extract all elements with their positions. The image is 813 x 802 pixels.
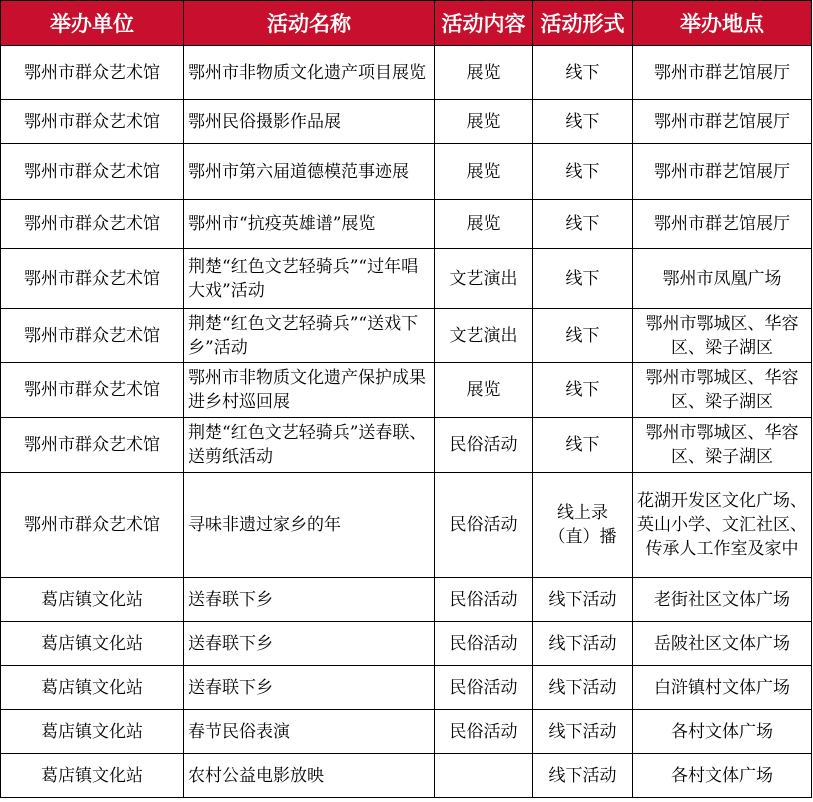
- cell-content: 文艺演出: [435, 309, 533, 363]
- table-row: [1, 363, 812, 418]
- table-row: [1, 578, 812, 622]
- cell-format: 线上录（直）播: [533, 473, 633, 578]
- cell-organizer: 鄂州市群众艺术馆: [1, 309, 184, 363]
- cell-venue: 鄂州市群艺馆展厅: [633, 144, 812, 200]
- cell-event-name: 荆楚“红色文艺轻骑兵”“送戏下乡”活动: [184, 309, 435, 363]
- cell-format: 线下: [533, 100, 633, 144]
- cell-venue: 鄂州市凤凰广场: [633, 249, 812, 309]
- cell-content: 展览: [435, 144, 533, 200]
- cell-organizer: 葛店镇文化站: [1, 710, 184, 754]
- table-row: [1, 666, 812, 710]
- cell-organizer: 鄂州市群众艺术馆: [1, 100, 184, 144]
- header-content: 活动内容: [435, 1, 533, 46]
- cell-content: 民俗活动: [435, 418, 533, 473]
- header-organizer: 举办单位: [1, 1, 184, 46]
- cell-venue: 岳陂社区文体广场: [633, 622, 812, 666]
- cell-venue: 各村文体广场: [633, 754, 812, 798]
- cell-organizer: 鄂州市群众艺术馆: [1, 249, 184, 309]
- cell-event-name: 荆楚“红色文艺轻骑兵”送春联、送剪纸活动: [184, 418, 435, 473]
- header-row: [1, 1, 812, 46]
- cell-format: 线下活动: [533, 710, 633, 754]
- cell-content: 民俗活动: [435, 666, 533, 710]
- table-row: [1, 754, 812, 798]
- cell-venue: 各村文体广场: [633, 710, 812, 754]
- header-format: 活动形式: [533, 1, 633, 46]
- cell-event-name: 送春联下乡: [184, 578, 435, 622]
- header-event-name: 活动名称: [184, 1, 435, 46]
- cell-event-name: 荆楚“红色文艺轻骑兵”“过年唱大戏”活动: [184, 249, 435, 309]
- table-row: [1, 473, 812, 578]
- table-row: [1, 710, 812, 754]
- header-venue: 举办地点: [633, 1, 812, 46]
- cell-event-name: 寻味非遗过家乡的年: [184, 473, 435, 578]
- cell-content: 民俗活动: [435, 473, 533, 578]
- cell-event-name: 鄂州市非物质文化遗产项目展览: [184, 46, 435, 100]
- cell-event-name: 农村公益电影放映: [184, 754, 435, 798]
- table-row: [1, 100, 812, 144]
- table-row: [1, 418, 812, 473]
- cell-venue: 鄂州市鄂城区、华容区、梁子湖区: [633, 418, 812, 473]
- cell-content: 民俗活动: [435, 578, 533, 622]
- cell-event-name: 鄂州市“抗疫英雄谱”展览: [184, 200, 435, 249]
- cell-organizer: 葛店镇文化站: [1, 666, 184, 710]
- cell-format: 线下: [533, 46, 633, 100]
- cell-venue: 鄂州市群艺馆展厅: [633, 46, 812, 100]
- cell-content: 展览: [435, 200, 533, 249]
- cell-content: 展览: [435, 100, 533, 144]
- table-row: [1, 622, 812, 666]
- table-row: [1, 46, 812, 100]
- cell-venue: 鄂州市群艺馆展厅: [633, 100, 812, 144]
- cell-venue: 鄂州市鄂城区、华容区、梁子湖区: [633, 363, 812, 418]
- cell-content: 民俗活动: [435, 622, 533, 666]
- cell-content: 展览: [435, 363, 533, 418]
- cell-venue: 鄂州市群艺馆展厅: [633, 200, 812, 249]
- cell-format: 线下活动: [533, 622, 633, 666]
- cell-organizer: 葛店镇文化站: [1, 754, 184, 798]
- cell-organizer: 鄂州市群众艺术馆: [1, 418, 184, 473]
- cell-format: 线下活动: [533, 578, 633, 622]
- cell-event-name: 鄂州市非物质文化遗产保护成果进乡村巡回展: [184, 363, 435, 418]
- cell-event-name: 鄂州民俗摄影作品展: [184, 100, 435, 144]
- cell-venue: 老街社区文体广场: [633, 578, 812, 622]
- table-row: [1, 249, 812, 309]
- cell-venue: 鄂州市鄂城区、华容区、梁子湖区: [633, 309, 812, 363]
- cell-format: 线下: [533, 249, 633, 309]
- cell-organizer: 鄂州市群众艺术馆: [1, 363, 184, 418]
- cell-format: 线下: [533, 418, 633, 473]
- cell-format: 线下: [533, 200, 633, 249]
- cell-organizer: 鄂州市群众艺术馆: [1, 473, 184, 578]
- cell-format: 线下活动: [533, 666, 633, 710]
- cell-event-name: 春节民俗表演: [184, 710, 435, 754]
- cell-format: 线下: [533, 144, 633, 200]
- table-row: [1, 144, 812, 200]
- cell-content: 文艺演出: [435, 249, 533, 309]
- cell-content: [435, 754, 533, 798]
- cell-organizer: 鄂州市群众艺术馆: [1, 46, 184, 100]
- cell-event-name: 送春联下乡: [184, 622, 435, 666]
- cell-organizer: 葛店镇文化站: [1, 578, 184, 622]
- cell-venue: 花湖开发区文化广场、英山小学、文汇社区、传承人工作室及家中: [633, 473, 812, 578]
- cell-organizer: 鄂州市群众艺术馆: [1, 144, 184, 200]
- cell-event-name: 鄂州市第六届道德模范事迹展: [184, 144, 435, 200]
- cell-organizer: 葛店镇文化站: [1, 622, 184, 666]
- cell-content: 展览: [435, 46, 533, 100]
- cell-format: 线下: [533, 363, 633, 418]
- cell-venue: 白浒镇村文体广场: [633, 666, 812, 710]
- table-row: [1, 200, 812, 249]
- cell-content: 民俗活动: [435, 710, 533, 754]
- cell-event-name: 送春联下乡: [184, 666, 435, 710]
- cell-format: 线下: [533, 309, 633, 363]
- cell-format: 线下活动: [533, 754, 633, 798]
- table-row: [1, 309, 812, 363]
- cell-organizer: 鄂州市群众艺术馆: [1, 200, 184, 249]
